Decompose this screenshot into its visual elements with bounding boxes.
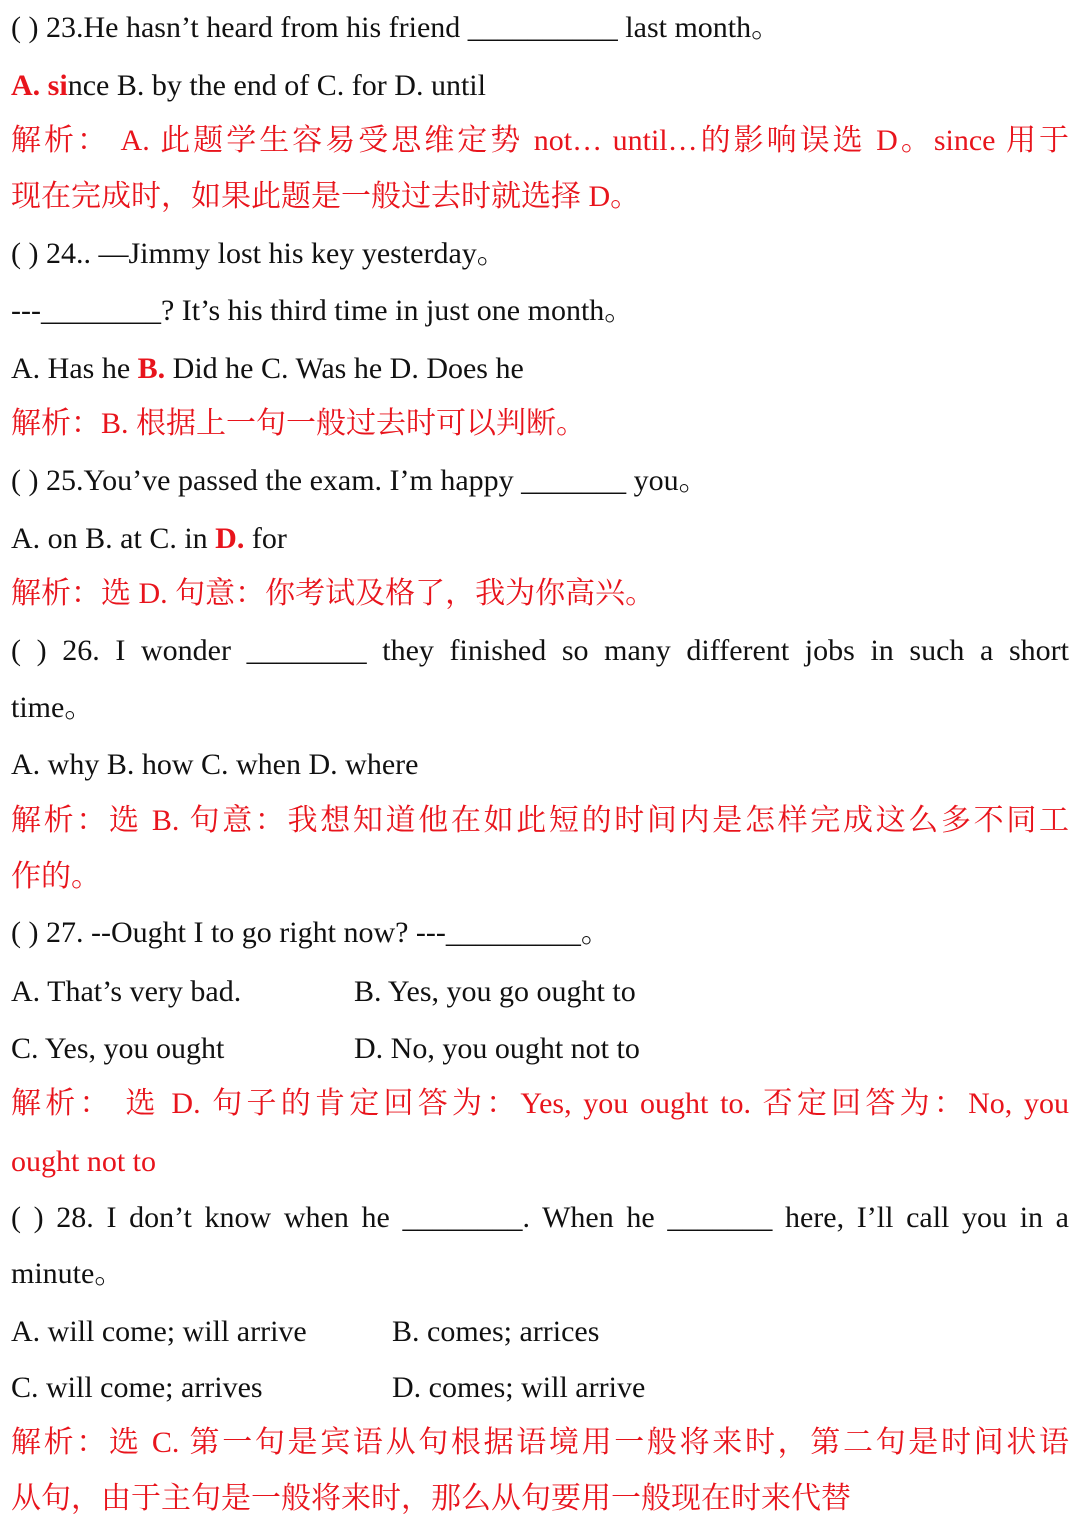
q27-stem: ( ) 27. --Ought I to go right now? ---_________。 [11,916,611,949]
q25-options-abc: A. on B. at C. in [11,522,216,555]
q25-analysis: 解析：选 D. 句意：你考试及格了，我为你高兴。 [11,577,656,610]
q26-stem-line2: time。 [11,691,95,724]
q26-analysis-line1: 解析：选 B. 句意：我想知道他在如此短的时间内是怎样完成这么多不同工 [11,804,1069,837]
q28-option-a: A. will come; will arrive [11,1315,307,1348]
q25-options [11,519,1069,559]
q27-analysis-line2: ought not to [11,1145,157,1178]
q24-stem-line2: ---________? It’s his third time in just one month。 [11,294,635,327]
q27-options-row1 [11,972,1069,1012]
q24-option-a: A. Has he [11,352,138,385]
q27-option-c: C. Yes, you ought [11,1032,225,1065]
q23-analysis-line1: 解析： A. 此题学生容易受思维定势 not… until…的影响误选 D。since 用于 [11,124,1069,157]
q25-answer-highlight: D. [215,522,245,555]
q28-option-c: C. will come; arrives [11,1371,263,1404]
q24-answer-highlight: B. [137,352,166,385]
q25-stem: ( ) 25.You’ve passed the exam. I’m happy _______ you。 [11,464,709,497]
q23-options [11,66,1069,106]
q26-stem-line1: ( ) 26. I wonder ________ they finished so many different jobs in such a short [11,634,1069,667]
q27-option-a: A. That’s very bad. [11,975,242,1008]
q28-options-row2 [11,1368,1069,1408]
q28-analysis-line2: 从句，由于主句是一般将来时，那么从句要用一般现在时来代替 [11,1482,851,1515]
q27-analysis-line1: 解析： 选 D. 句子的肯定回答为：Yes, you ought to. 否定回答为：No, you [11,1087,1069,1120]
q23-answer-highlight: A. si [11,69,68,102]
q24-options-rest: Did he C. Was he D. Does he [165,352,524,385]
q28-options-row1 [11,1312,1069,1352]
q26-options: A. why B. how C. when D. where [11,748,419,781]
q24-stem-line1: ( ) 24.. —Jimmy lost his key yesterday。 [11,237,507,270]
q27-options-row2 [11,1029,1069,1069]
q27-option-b: B. Yes, you go ought to [354,975,636,1008]
q23-analysis-line2: 现在完成时，如果此题是一般过去时就选择 D。 [11,180,641,213]
q24-options [11,349,1069,389]
q23-options-rest: nce B. by the end of C. for D. until [67,69,486,102]
q28-stem-line2: minute。 [11,1257,125,1290]
q28-stem-line1: ( ) 28. I don’t know when he ________. When he _______ here, I’ll call you in a [11,1201,1069,1234]
q27-option-d: D. No, you ought not to [354,1032,640,1065]
q26-analysis-line2: 作的。 [11,860,101,893]
q23-stem: ( ) 23.He hasn’t heard from his friend __________ last month。 [11,11,782,44]
q24-analysis: 解析：B. 根据上一句一般过去时可以判断。 [11,407,587,440]
q28-option-b: B. comes; arrices [392,1315,600,1348]
q25-options-rest: for [244,522,287,555]
q28-analysis-line1: 解析：选 C. 第一句是宾语从句根据语境用一般将来时，第二句是时间状语 [11,1426,1069,1459]
q28-option-d: D. comes; will arrive [392,1371,646,1404]
